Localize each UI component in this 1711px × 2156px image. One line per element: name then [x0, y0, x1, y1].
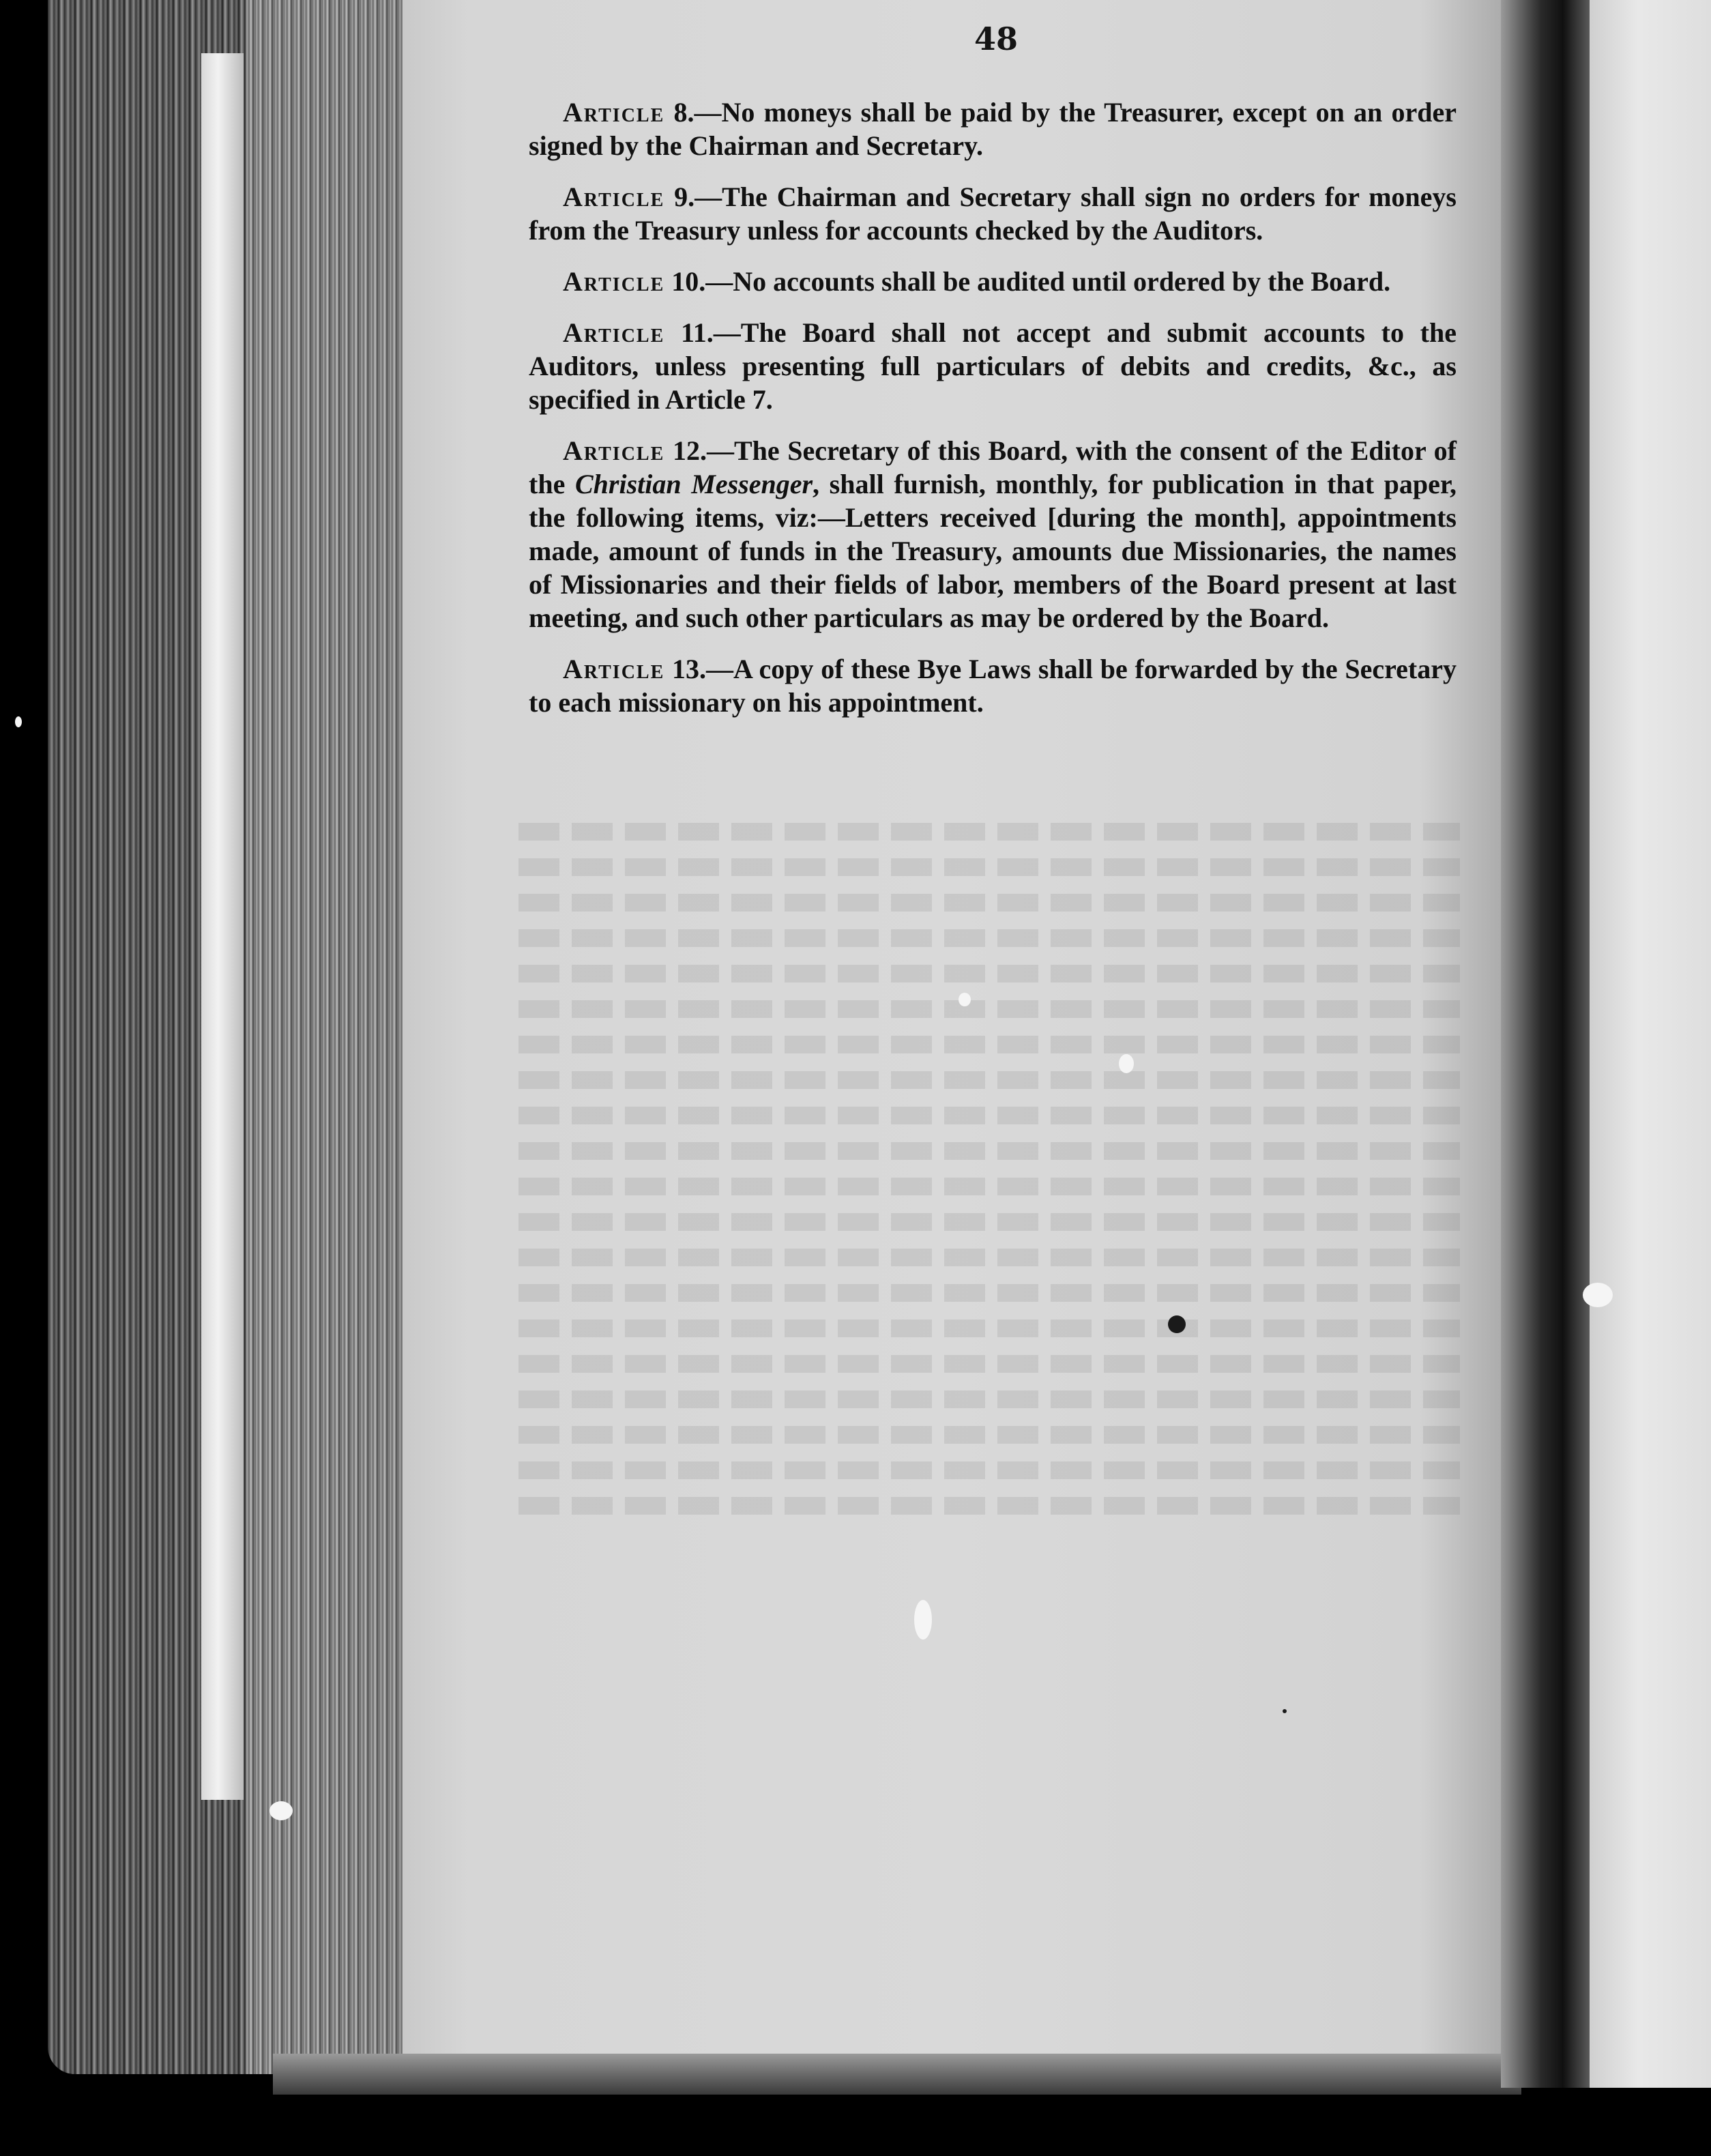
scan-speck: [15, 716, 22, 727]
article-heading: Article: [563, 266, 665, 297]
article-body: 8.—No moneys shall be paid by the Treasurer, except on an order signed by the Chairman and Secretary.: [529, 97, 1457, 161]
article-body-end: , shall furnish, monthly, for publication in that paper, the following items, viz:—Letters received [during the month], appointments made, amount of funds in the Treasury, amounts due Missionaries, the names of Missionaries and their fields of labor, members of the Board present at last meeting, and such other particulars as may be ordered by the Board.: [529, 469, 1457, 633]
scan-speck: [914, 1600, 932, 1640]
scan-speck: [269, 1801, 293, 1820]
scan-speck: [1119, 1054, 1134, 1073]
article-body-start: 12.—The Secretary of this Board, with the consent of the Editor of the: [529, 435, 1457, 499]
article-heading: Article: [563, 317, 665, 348]
page-edge-highlight: [201, 53, 244, 1800]
article-11: [529, 316, 1457, 416]
article-body: 10.—No accounts shall be audited until ordered by the Board.: [664, 266, 1391, 297]
article-heading: Article: [563, 654, 665, 684]
book-page-edges-inner: [246, 0, 403, 2074]
scan-speck: [959, 993, 971, 1006]
article-heading: Article: [563, 181, 665, 212]
page-number: 48: [974, 20, 1018, 57]
article-12: [529, 434, 1457, 635]
article-heading: Article: [563, 435, 665, 466]
article-body: 9.—The Chairman and Secretary shall sign no orders for moneys from the Treasury unless for accounts checked by the Auditors.: [529, 181, 1457, 246]
scan-speck: [1583, 1283, 1613, 1307]
article-heading: Article: [563, 97, 665, 128]
page-bottom-shadow: [273, 2054, 1521, 2095]
scan-dot: [1168, 1315, 1186, 1333]
book-gutter: [1501, 0, 1590, 2088]
newspaper-title: Christian Messenger: [574, 469, 813, 499]
scan-dot: [1283, 1709, 1287, 1713]
article-body: 11.—The Board shall not accept and submit accounts to the Auditors, unless presenting full particulars of debits and credits, &c., as specified in Article 7.: [529, 317, 1457, 415]
bye-laws-text: [529, 96, 1457, 737]
facing-page: [1590, 0, 1711, 2088]
bleed-through-text: [518, 805, 1460, 1532]
article-13: [529, 652, 1457, 719]
article-10: [529, 265, 1457, 298]
article-body: 13.—A copy of these Bye Laws shall be forwarded by the Secretary to each missionary on his appointment.: [529, 654, 1457, 718]
article-9: [529, 180, 1457, 247]
article-8: [529, 96, 1457, 162]
